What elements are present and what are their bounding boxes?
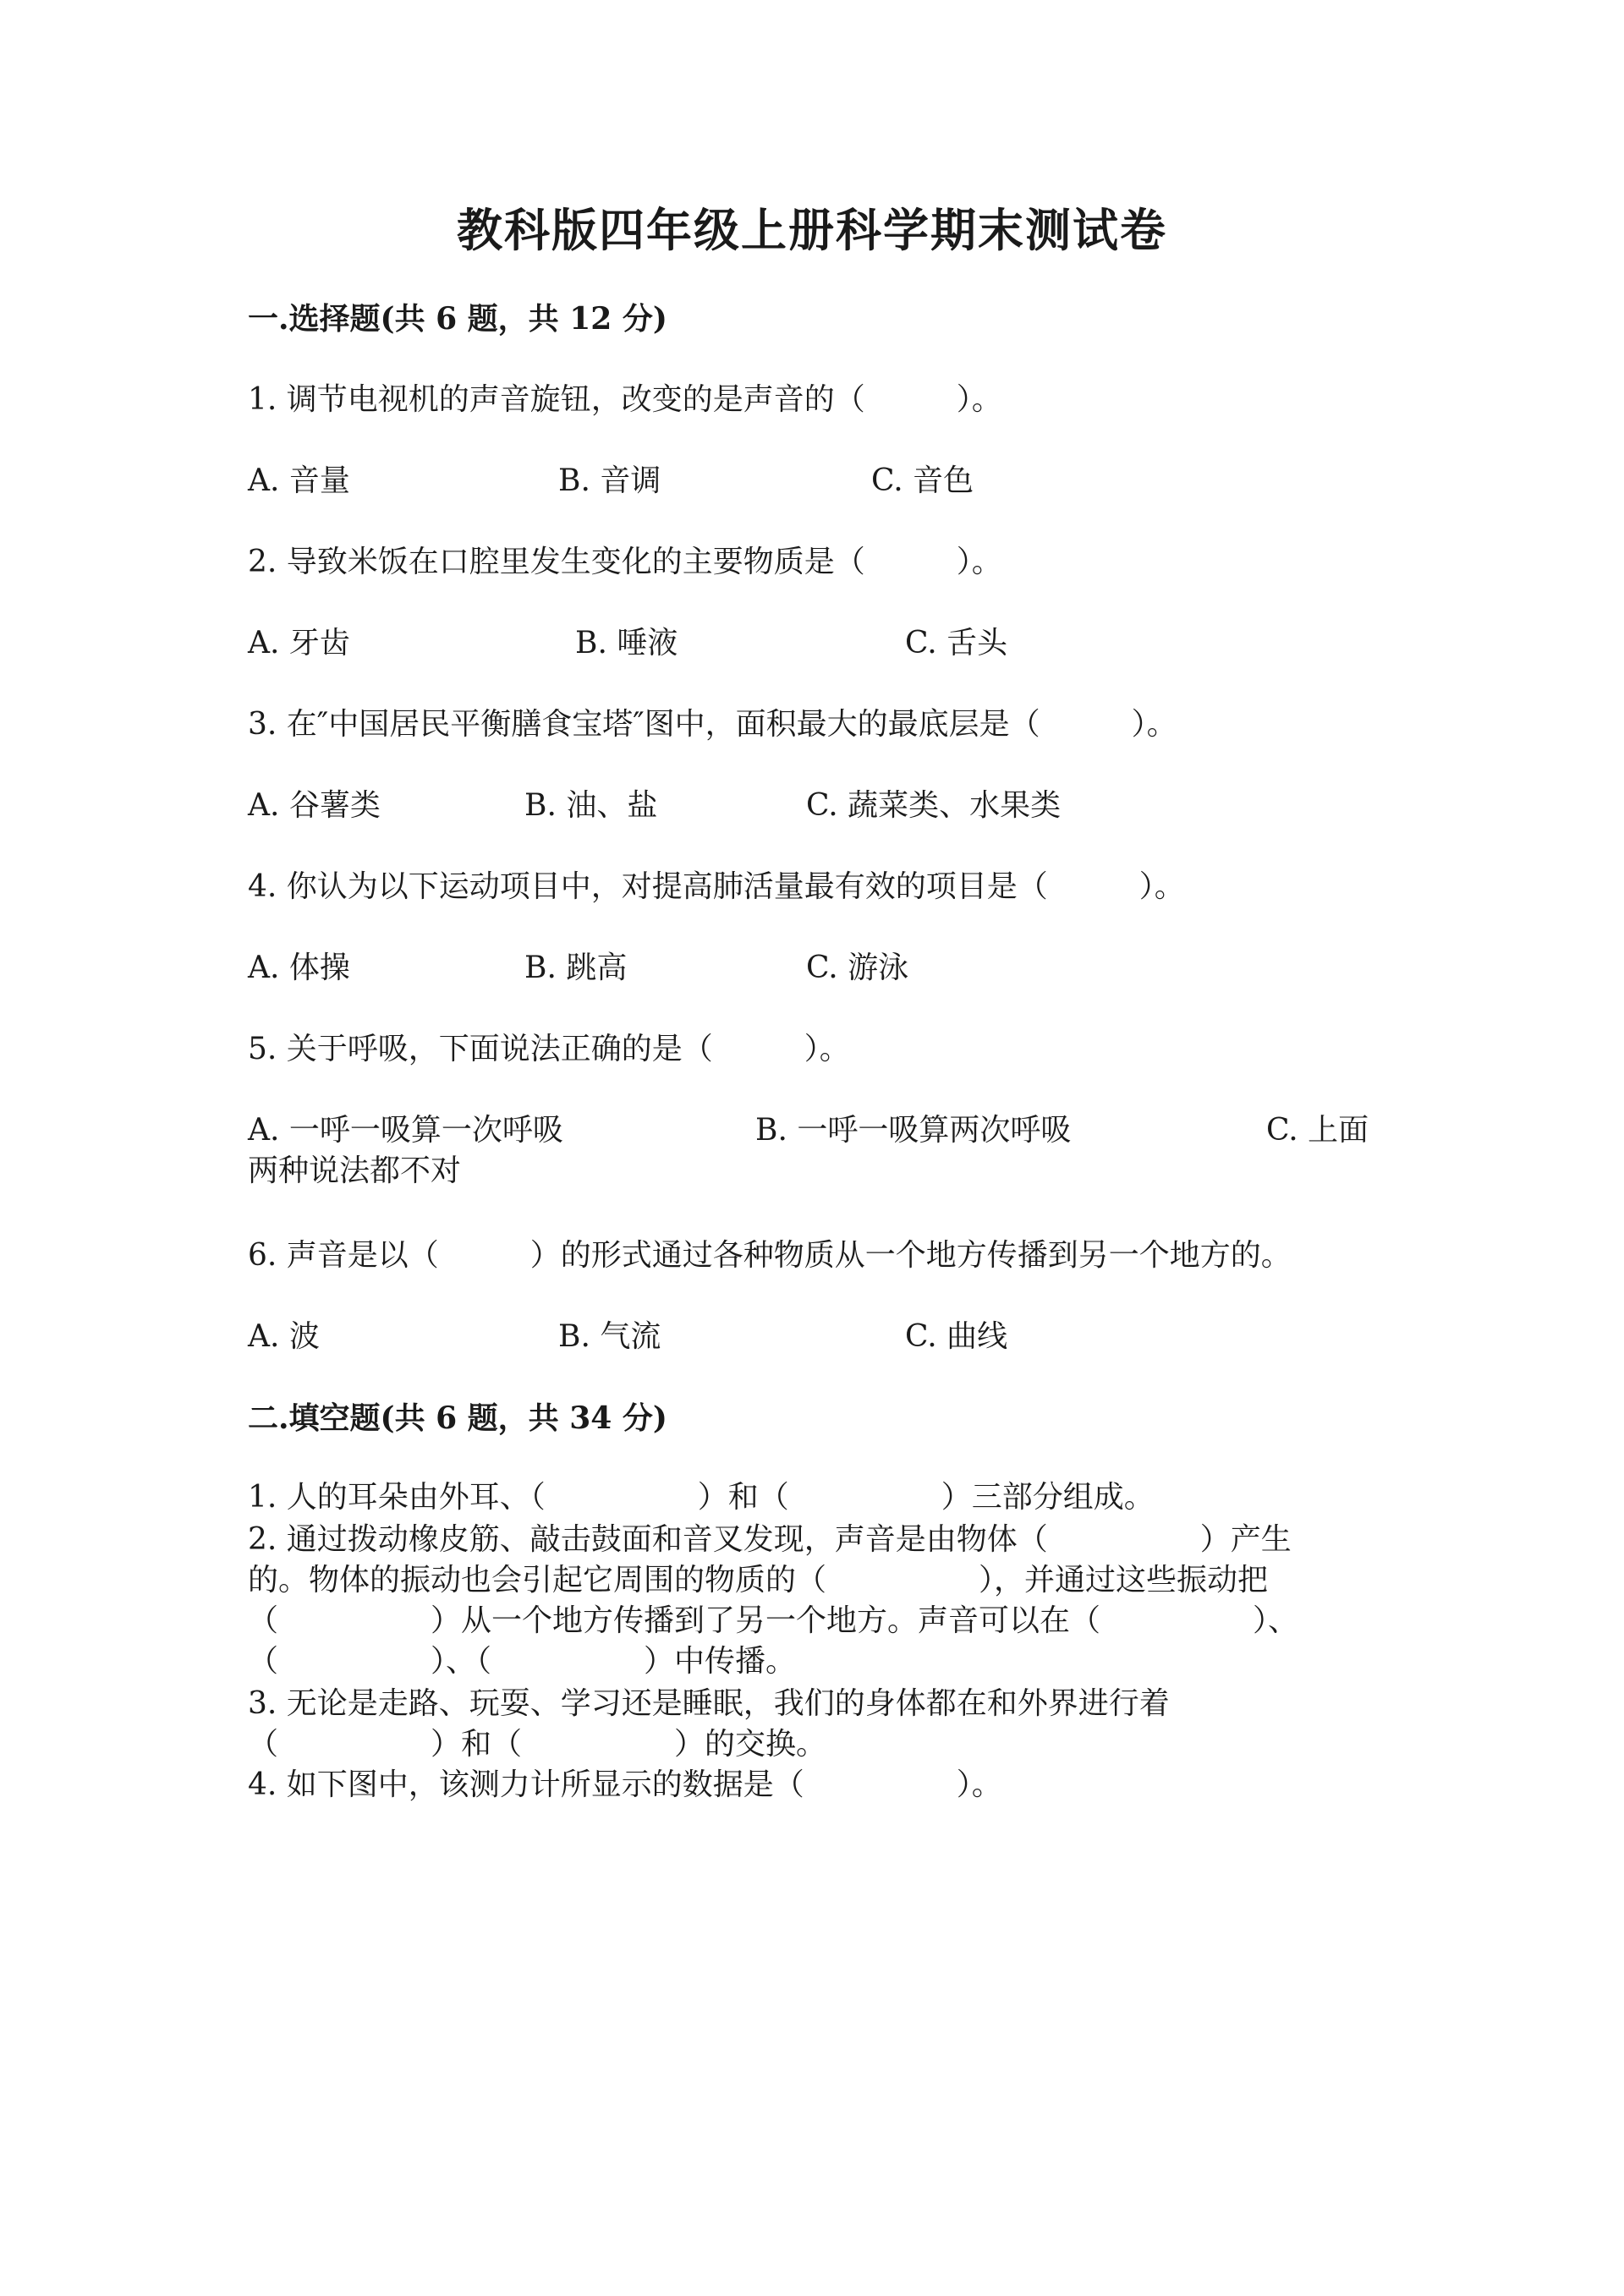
fill-line: 1. 人的耳朵由外耳、（ ）和（ ）三部分组成。 bbox=[248, 1480, 1155, 1515]
question-stem: 1. 调节电视机的声音旋钮，改变的是声音的（ ）。 bbox=[248, 382, 1002, 417]
option-c: C. 上面 bbox=[1266, 1113, 1369, 1148]
page-title: 教科版四年级上册科学期末测试卷 bbox=[457, 203, 1167, 257]
fill-line: （ ）和（ ）的交换。 bbox=[248, 1727, 827, 1762]
option-b: B. 一呼一吸算两次呼吸 bbox=[755, 1113, 1072, 1148]
option-c: C. 蔬菜类、水果类 bbox=[806, 788, 1062, 823]
option-a: A. 谷薯类 bbox=[248, 788, 381, 823]
option-b: B. 气流 bbox=[558, 1319, 661, 1354]
option-a: A. 体操 bbox=[248, 951, 350, 985]
option-b: B. 跳高 bbox=[524, 951, 628, 985]
fill-line: （ ）、（ ）中传播。 bbox=[248, 1644, 797, 1679]
fill-line: 的。物体的振动也会引起它周围的物质的（ ），并通过这些振动把 bbox=[248, 1563, 1269, 1597]
option-b: B. 油、盐 bbox=[524, 788, 658, 823]
option-b: B. 唾液 bbox=[575, 626, 678, 660]
fill-line: （ ）从一个地方传播到了另一个地方。声音可以在（ ）、 bbox=[248, 1603, 1299, 1638]
section-heading-fill-blank: 二.填空题(共 6 题，共 34 分) bbox=[248, 1400, 667, 1436]
question-stem: 4. 你认为以下运动项目中，对提高肺活量最有效的项目是（ ）。 bbox=[248, 869, 1185, 904]
fill-line: 3. 无论是走路、玩耍、学习还是睡眠，我们的身体都在和外界进行着 bbox=[248, 1686, 1170, 1721]
question-stem: 2. 导致米饭在口腔里发生变化的主要物质是（ ）。 bbox=[248, 545, 1002, 579]
option-c-continuation: 两种说法都不对 bbox=[248, 1153, 462, 1188]
question-stem: 3. 在″中国居民平衡膳食宝塔″图中，面积最大的最底层是（ ）。 bbox=[248, 707, 1177, 742]
option-c: C. 音色 bbox=[871, 463, 974, 498]
option-a: A. 波 bbox=[248, 1319, 320, 1354]
option-a: A. 牙齿 bbox=[248, 626, 350, 660]
fill-line: 4. 如下图中，该测力计所显示的数据是（ ）。 bbox=[248, 1767, 1002, 1802]
option-c: C. 舌头 bbox=[905, 626, 1008, 660]
question-stem: 5. 关于呼吸，下面说法正确的是（ ）。 bbox=[248, 1032, 850, 1066]
option-c: C. 游泳 bbox=[806, 951, 909, 985]
question-stem: 6. 声音是以（ ）的形式通过各种物质从一个地方传播到另一个地方的。 bbox=[248, 1238, 1292, 1273]
option-b: B. 音调 bbox=[558, 463, 661, 498]
fill-line: 2. 通过拨动橡皮筋、敲击鼓面和音叉发现，声音是由物体（ ）产生 bbox=[248, 1522, 1292, 1557]
section-heading-choice: 一.选择题(共 6 题，共 12 分) bbox=[248, 301, 667, 337]
option-c: C. 曲线 bbox=[905, 1319, 1008, 1354]
option-a: A. 一呼一吸算一次呼吸 bbox=[248, 1113, 563, 1148]
option-a: A. 音量 bbox=[248, 463, 350, 498]
